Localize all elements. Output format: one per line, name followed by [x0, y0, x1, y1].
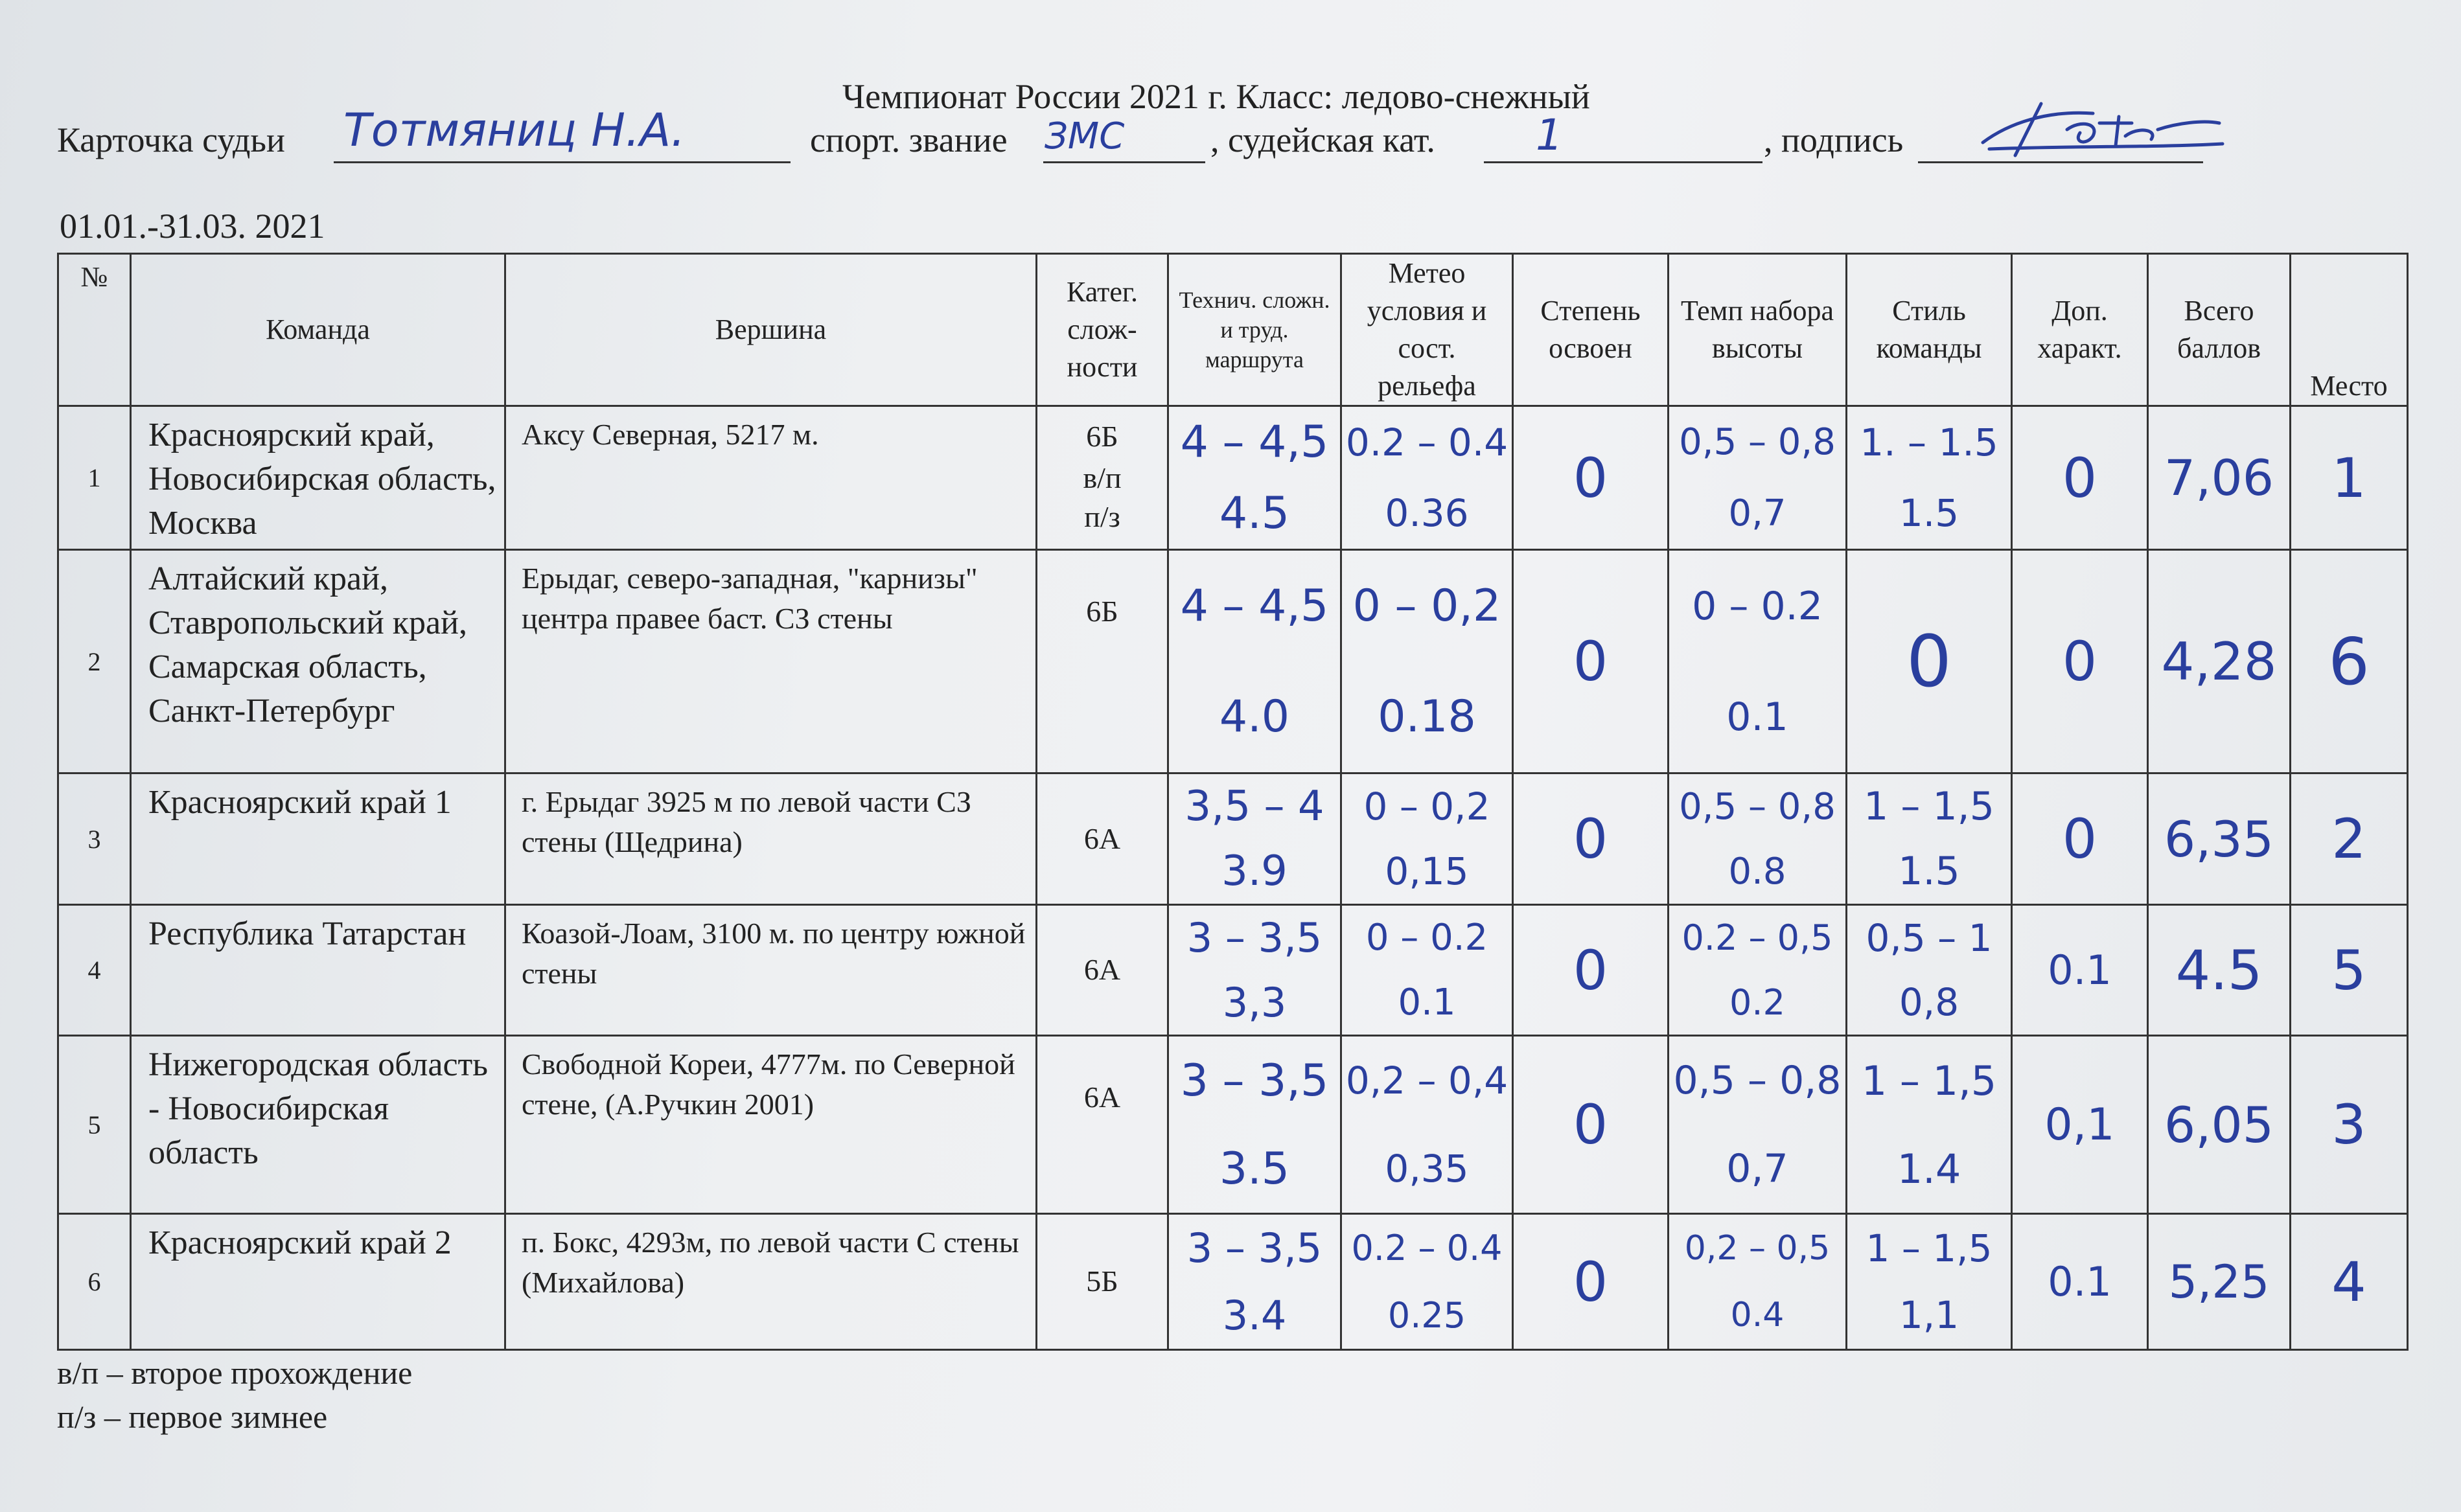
tech-score: 4.5 [1219, 487, 1290, 539]
mastery-cell: 0 [1513, 1036, 1669, 1214]
peak-cell: г. Ерыдаг 3925 м по левой части СЗ стены (Щедрина) [505, 773, 1037, 905]
team-cell: Алтайский край, Ставропольский край, Самарская область, Санкт-Петербург [131, 550, 505, 773]
style-range: 1 – 1,5 [1864, 784, 1994, 829]
peak-cell: Ерыдаг, северо-западная, "карнизы" центра правее баст. СЗ стены [505, 550, 1037, 773]
place-cell: 6 [2291, 550, 2408, 773]
category-value: 6А [1083, 1081, 1121, 1114]
style-cell [1847, 406, 2012, 550]
mastery-cell: 0 [1513, 406, 1669, 550]
pace-cell [1669, 1214, 1847, 1350]
period-dates: 01.01.-31.03. 2021 [60, 207, 325, 246]
total-cell: 6,35 [2148, 773, 2291, 905]
col-pace: Темп набора высоты [1669, 254, 1847, 406]
mastery-cell: 0 [1513, 773, 1669, 905]
pace-score: 0,7 [1726, 1146, 1788, 1191]
category-cell [1037, 773, 1168, 905]
footnote-pz: п/з – первое зимнее [57, 1399, 328, 1435]
extra-cell: 0.1 [2012, 1214, 2148, 1350]
meteo-score: 0.36 [1385, 491, 1469, 536]
footnotes [57, 1351, 412, 1439]
category-value: 1 [1536, 110, 1563, 160]
pace-range: 0,5 – 0,8 [1673, 1058, 1842, 1103]
header-line [57, 120, 285, 160]
row-number: 1 [58, 406, 131, 550]
meteo-score: 0.25 [1387, 1294, 1466, 1336]
meteo-range: 0.2 – 0.4 [1351, 1228, 1503, 1269]
category-label: , судейская кат. [1210, 120, 1435, 159]
table-row [58, 1036, 2408, 1214]
pace-range: 0,2 – 0,5 [1684, 1228, 1831, 1268]
meteo-score: 0,35 [1385, 1147, 1469, 1191]
tech-cell [1168, 406, 1341, 550]
tech-score: 4.0 [1219, 691, 1290, 742]
col-category: Катег. слож-ности [1037, 254, 1168, 406]
meteo-score: 0.18 [1378, 691, 1476, 742]
style-score: 1.5 [1898, 849, 1960, 894]
tech-cell [1168, 1036, 1341, 1214]
tech-range: 4 – 4,5 [1180, 580, 1329, 632]
meteo-range: 0,2 – 0,4 [1345, 1059, 1508, 1103]
tech-score: 3.9 [1221, 847, 1288, 895]
table-row [58, 905, 2408, 1036]
style-range: 1 – 1,5 [1866, 1226, 1993, 1270]
category-cell [1037, 1214, 1168, 1350]
pace-cell [1669, 905, 1847, 1036]
signature-label: , подпись [1764, 120, 1904, 159]
meteo-range: 0 – 0.2 [1365, 917, 1488, 959]
pace-range: 0.2 – 0,5 [1681, 917, 1833, 959]
pace-score: 0,7 [1728, 492, 1786, 534]
col-total: Всего баллов [2148, 254, 2291, 406]
table-row [58, 550, 2408, 773]
style-cell [1847, 773, 2012, 905]
team-cell: Красноярский край 2 [131, 1214, 505, 1350]
total-cell: 4,28 [2148, 550, 2291, 773]
pace-cell [1669, 406, 1847, 550]
pace-score: 0.8 [1728, 850, 1786, 893]
total-cell: 5,25 [2148, 1214, 2291, 1350]
style-score: 0 [1906, 620, 1952, 703]
meteo-range: 0.2 – 0.4 [1345, 420, 1508, 464]
category-extra: в/п п/з [1083, 461, 1122, 533]
category-value: 6Б [1086, 420, 1118, 453]
table-row [58, 773, 2408, 905]
category-line [1484, 120, 1762, 163]
extra-cell: 0 [2012, 406, 2148, 550]
meteo-cell [1341, 550, 1513, 773]
meteo-range: 0 – 0,2 [1352, 580, 1501, 632]
extra-cell: 0,1 [2012, 1036, 2148, 1214]
category-cell [1037, 905, 1168, 1036]
category-value: 6А [1083, 953, 1121, 986]
tech-range: 3 – 3,5 [1186, 1224, 1323, 1272]
extra-cell: 0 [2012, 550, 2148, 773]
team-cell: Нижегородская область - Новосибирская область [131, 1036, 505, 1214]
style-score: 0,8 [1899, 980, 1959, 1025]
pace-score: 0.2 [1729, 981, 1785, 1023]
tech-score: 3.4 [1222, 1291, 1287, 1339]
style-score: 1.5 [1899, 491, 1959, 536]
category-value: 6Б [1086, 595, 1118, 628]
total-cell: 4.5 [2148, 905, 2291, 1036]
tech-score: 3,3 [1222, 978, 1287, 1026]
place-cell: 2 [2291, 773, 2408, 905]
pace-score: 0.1 [1726, 694, 1788, 740]
tech-range: 3 – 3,5 [1180, 1055, 1329, 1106]
tech-cell [1168, 773, 1341, 905]
col-extra: Доп. характ. [2012, 254, 2148, 406]
style-score: 1.4 [1897, 1145, 1961, 1193]
col-meteo: Метео условия и сост. рельефа [1341, 254, 1513, 406]
row-number: 6 [58, 1214, 131, 1350]
col-technical: Технич. сложн. и труд. маршрута [1168, 254, 1341, 406]
total-cell: 6,05 [2148, 1036, 2291, 1214]
rank-value: ЗМС [1045, 115, 1125, 157]
pace-range: 0,5 – 0,8 [1679, 785, 1836, 828]
category-cell [1037, 550, 1168, 773]
meteo-cell [1341, 406, 1513, 550]
style-range: 0,5 – 1 [1866, 915, 1993, 960]
row-number: 2 [58, 550, 131, 773]
header-row [58, 254, 2408, 406]
pace-range: 0,5 – 0,8 [1679, 421, 1836, 464]
style-cell [1847, 1036, 2012, 1214]
team-cell: Красноярский край, Новосибирская область, Москва [131, 406, 505, 550]
mastery-cell: 0 [1513, 550, 1669, 773]
pace-score: 0.4 [1730, 1296, 1785, 1335]
peak-cell: п. Бокс, 4293м, по левой части С стены (Михайлова) [505, 1214, 1037, 1350]
extra-cell: 0 [2012, 773, 2148, 905]
pace-cell [1669, 1036, 1847, 1214]
peak-cell: Коазой-Лоам, 3100 м. по центру южной стены [505, 905, 1037, 1036]
col-place: Место [2291, 254, 2408, 406]
col-number: № [58, 254, 131, 406]
col-mastery: Степень освоен [1513, 254, 1669, 406]
team-cell: Республика Татарстан [131, 905, 505, 1036]
tech-score: 3.5 [1219, 1143, 1290, 1195]
meteo-cell [1341, 905, 1513, 1036]
place-cell: 4 [2291, 1214, 2408, 1350]
category-cell [1037, 1036, 1168, 1214]
category-value: 5Б [1086, 1265, 1118, 1298]
meteo-score: 0.1 [1398, 981, 1456, 1024]
col-peak: Вершина [505, 254, 1037, 406]
scores-table [57, 253, 2409, 1351]
tech-cell [1168, 905, 1341, 1036]
place-cell: 5 [2291, 905, 2408, 1036]
meteo-score: 0,15 [1385, 849, 1469, 893]
meteo-range: 0 – 0,2 [1363, 785, 1490, 829]
footnote-vp: в/п – второе прохождение [57, 1355, 413, 1391]
table-row [58, 1214, 2408, 1350]
tech-cell [1168, 550, 1341, 773]
peak-cell: Аксу Северная, 5217 м. [505, 406, 1037, 550]
style-range: 1 – 1,5 [1861, 1057, 1997, 1105]
meteo-cell [1341, 773, 1513, 905]
total-cell: 7,06 [2148, 406, 2291, 550]
extra-cell: 0.1 [2012, 905, 2148, 1036]
rank-label: спорт. звание [810, 120, 1008, 159]
style-cell [1847, 550, 2012, 773]
team-cell: Красноярский край 1 [131, 773, 505, 905]
card-label: Карточка судьи [57, 120, 285, 159]
tech-range: 3,5 – 4 [1184, 783, 1324, 830]
tech-range: 3 – 3,5 [1186, 914, 1323, 962]
tech-range: 4 – 4,5 [1180, 417, 1329, 468]
document-title: Чемпионат России 2021 г. Класс: ледово-снежный [842, 77, 1590, 116]
style-score: 1,1 [1899, 1293, 1959, 1338]
mastery-cell: 0 [1513, 905, 1669, 1036]
meteo-cell [1341, 1214, 1513, 1350]
row-number: 3 [58, 773, 131, 905]
mastery-cell: 0 [1513, 1214, 1669, 1350]
pace-range: 0 – 0.2 [1692, 583, 1823, 629]
tech-cell [1168, 1214, 1341, 1350]
style-cell [1847, 905, 2012, 1036]
peak-cell: Свободной Кореи, 4777м. по Северной стене, (А.Ручкин 2001) [505, 1036, 1037, 1214]
col-team: Команда [131, 254, 505, 406]
category-value: 6А [1083, 821, 1121, 855]
place-cell: 1 [2291, 406, 2408, 550]
pace-cell [1669, 773, 1847, 905]
meteo-cell [1341, 1036, 1513, 1214]
row-number: 5 [58, 1036, 131, 1214]
table-row [58, 406, 2408, 550]
style-range: 1. – 1.5 [1860, 420, 1998, 464]
row-number: 4 [58, 905, 131, 1036]
style-cell [1847, 1214, 2012, 1350]
judge-name: Тотмяниц Н.А. [343, 104, 686, 157]
place-cell: 3 [2291, 1036, 2408, 1214]
col-style: Стиль команды [1847, 254, 2012, 406]
signature-mark [1970, 84, 2229, 168]
pace-cell [1669, 550, 1847, 773]
category-cell [1037, 406, 1168, 550]
